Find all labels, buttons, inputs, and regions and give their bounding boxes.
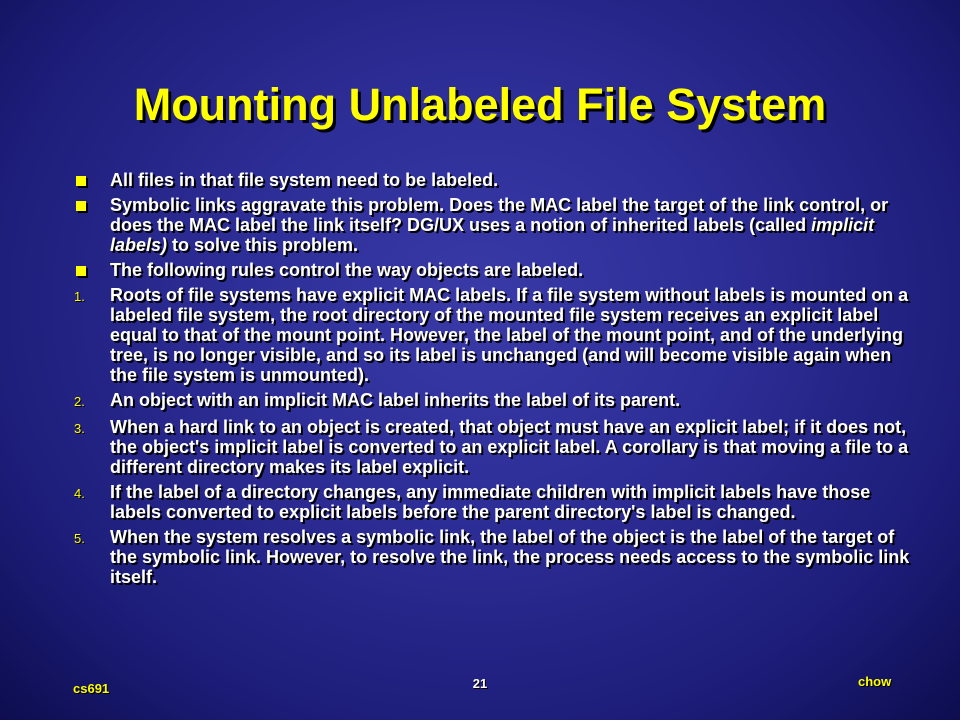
bullet-text: The following rules control the way objects are labeled. [110,260,584,280]
slide-content [74,170,920,592]
bullet-square-icon [76,201,86,211]
rule-number: 2. [74,394,85,409]
rule-number: 4. [74,486,85,501]
bullet-square-icon [76,176,86,186]
footer-author: chow [858,674,892,689]
rule-number: 3. [74,421,85,436]
rule-text: An object with an implicit MAC label inherits the label of its parent. [110,390,681,410]
bullet-square-icon [76,266,86,276]
slide-title: Mounting Unlabeled File System [133,79,827,130]
rule-text: Roots of file systems have explicit MAC labels. If a file system without labels is mounted on a labeled file system, the root directory of the mounted file system receives an explicit label equal to that of the mount point. However, the label of the mount point, and of the underlying tree, is no longer visible, and so its label is unchanged (and will become visible again when the file system is unmounted). [110,285,909,385]
bullet-text [110,195,920,255]
rule-item [74,482,920,522]
rule-text: If the label of a directory changes, any immediate children with implicit labels have those labels converted to explicit labels before the parent directory's label is changed. [110,482,871,522]
bullet-text-part: Symbolic links aggravate this problem. Does the MAC label the target of the link control, or does the MAC label the link itself? DG/UX uses a notion of inherited labels (called [110,195,889,235]
rule-item [74,417,920,477]
footer-course: cs691 [73,681,110,696]
rule-item [74,390,920,412]
rule-text: When the system resolves a symbolic link, the label of the object is the label of the target of the symbolic link. However, to resolve the link, the process needs access to the symbolic link itself. [110,527,910,587]
bullet-text-part: to solve this problem. [167,235,359,255]
bullet-item [74,260,920,280]
footer-page-number: 21 [472,676,488,691]
rule-text: When a hard link to an object is created, that object must have an explicit label; if it does not, the object's implicit label is converted to an explicit label. A corollary is that moving a file to a different directory makes its label explicit. [110,417,909,477]
bullet-text: All files in that file system need to be labeled. [110,170,499,190]
bullet-item [74,170,920,190]
bullet-text-italic: implicit labels) [110,215,875,255]
rule-item [74,285,920,385]
bullet-item [74,195,920,255]
rule-item [74,527,920,587]
rule-number: 1. [74,289,85,304]
rule-number: 5. [74,531,85,546]
